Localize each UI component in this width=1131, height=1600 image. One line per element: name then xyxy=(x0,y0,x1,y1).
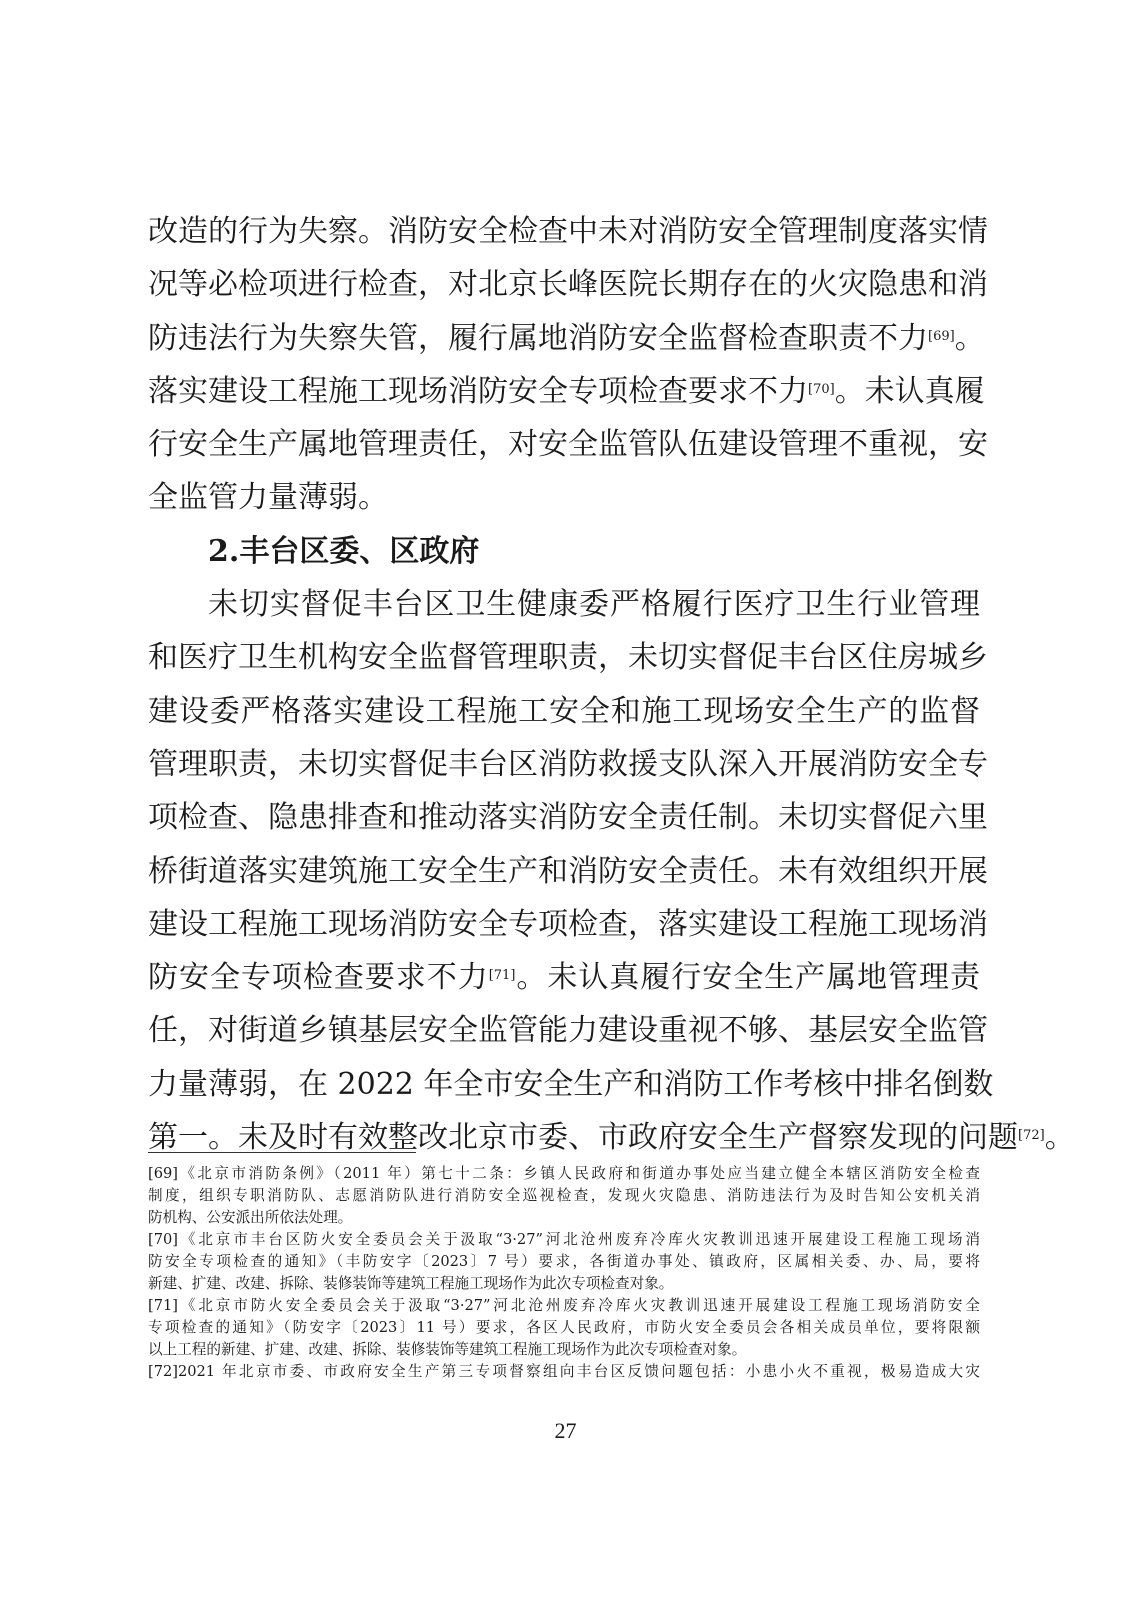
footnote-ref-70[interactable]: [70] xyxy=(808,381,835,397)
footnote-line: 新建、扩建、改建、拆除、装修装饰等建筑工程施工现场作为此次专项检查对象。 xyxy=(148,1275,674,1292)
body-line: 况等必检项进行检查，对北京长峰医院长期存在的火灾隐患和消 xyxy=(148,267,988,303)
body-line: 全监管力量薄弱。 xyxy=(148,480,388,516)
body-line: 第一。未及时有效整改北京市委、市政府安全生产督察发现的问题[72]。 xyxy=(148,1120,1075,1156)
body-line: 建设工程施工现场消防安全专项检查，落实建设工程施工现场消 xyxy=(148,906,988,942)
body-line: 未切实督促丰台区卫生健康委严格履行医疗卫生行业管理 xyxy=(208,587,980,623)
footnote-line: 防机构、公安派出所依法处理。 xyxy=(148,1209,353,1226)
footnote-line: 防安全专项检查的通知》（丰防安字〔2023〕7 号）要求，各街道办事处、镇政府，区属相关委、办、局，要将 xyxy=(148,1253,980,1270)
body-line: 行安全生产属地管理责任，对安全监管队伍建设管理不重视，安 xyxy=(148,427,988,463)
footnote-line: [69]《北京市消防条例》（2011 年）第七十二条：乡镇人民政府和街道办事处应当建立健全本辖区消防安全检查 xyxy=(148,1165,980,1182)
footnote-line: [70]《北京市丰台区防火安全委员会关于汲取“3·27”河北沧州废弃冷库火灾教训迅速开展建设工程施工现场消 xyxy=(148,1231,980,1248)
body-line: 防违法行为失察失管，履行属地消防安全监督检查职责不力[69]。 xyxy=(148,320,985,356)
footnote-separator xyxy=(148,1152,416,1153)
body-line: 桥街道落实建筑施工安全生产和消防安全责任。未有效组织开展 xyxy=(148,853,988,889)
body-line: 项检查、隐患排查和推动落实消防安全责任制。未切实督促六里 xyxy=(148,800,988,836)
page-number: 27 xyxy=(554,1418,577,1443)
main-body-text xyxy=(148,205,1075,1164)
body-line: 力量薄弱，在 2022 年全市安全生产和消防工作考核中排名倒数 xyxy=(148,1066,994,1102)
body-line: 建设委严格落实建设工程施工安全和施工现场安全生产的监督 xyxy=(148,693,980,729)
footnotes xyxy=(148,1163,980,1383)
body-line: 管理职责，未切实督促丰台区消防救援支队深入开展消防安全专 xyxy=(148,746,988,782)
footnote-line: 以上工程的新建、扩建、改建、拆除、装修装饰等建筑工程施工现场作为此次专项检查对象。 xyxy=(148,1341,747,1358)
body-line: 改造的行为失察。消防安全检查中未对消防安全管理制度落实情 xyxy=(148,214,988,249)
section-heading: 2.丰台区委、区政府 xyxy=(208,533,480,569)
footnote-line: [71]《北京市防火安全委员会关于汲取“3·27”河北沧州废弃冷库火灾教训迅速开展建设工程施工现场消防安全 xyxy=(148,1297,980,1314)
footnote-line: 专项检查的通知》（防安字〔2023〕11 号）要求，各区人民政府，市防火安全委员会各相关成员单位，要将限额 xyxy=(148,1319,980,1336)
footnote-line: [72]2021 年北京市委、市政府安全生产第三专项督察组向丰台区反馈问题包括：小患小火不重视，极易造成大灾 xyxy=(148,1363,980,1380)
body-line: 防安全专项检查要求不力[71]。未认真履行安全生产属地管理责 xyxy=(148,960,981,996)
body-line: 落实建设工程施工现场消防安全专项检查要求不力[70]。未认真履 xyxy=(148,373,985,409)
footnote-ref-71[interactable]: [71] xyxy=(488,968,516,984)
footnote-ref-72[interactable]: [72] xyxy=(1018,1128,1045,1144)
body-line: 和医疗卫生机构安全监督管理职责，未切实督促丰台区住房城乡 xyxy=(148,640,988,676)
body-line: 任，对街道乡镇基层安全监管能力建设重视不够、基层安全监管 xyxy=(148,1013,988,1049)
footnote-ref-69[interactable]: [69] xyxy=(928,328,955,344)
footnote-line: 制度，组织专职消防队、志愿消防队进行消防安全巡视检查，发现火灾隐患、消防违法行为及时告知公安机关消 xyxy=(148,1187,980,1204)
